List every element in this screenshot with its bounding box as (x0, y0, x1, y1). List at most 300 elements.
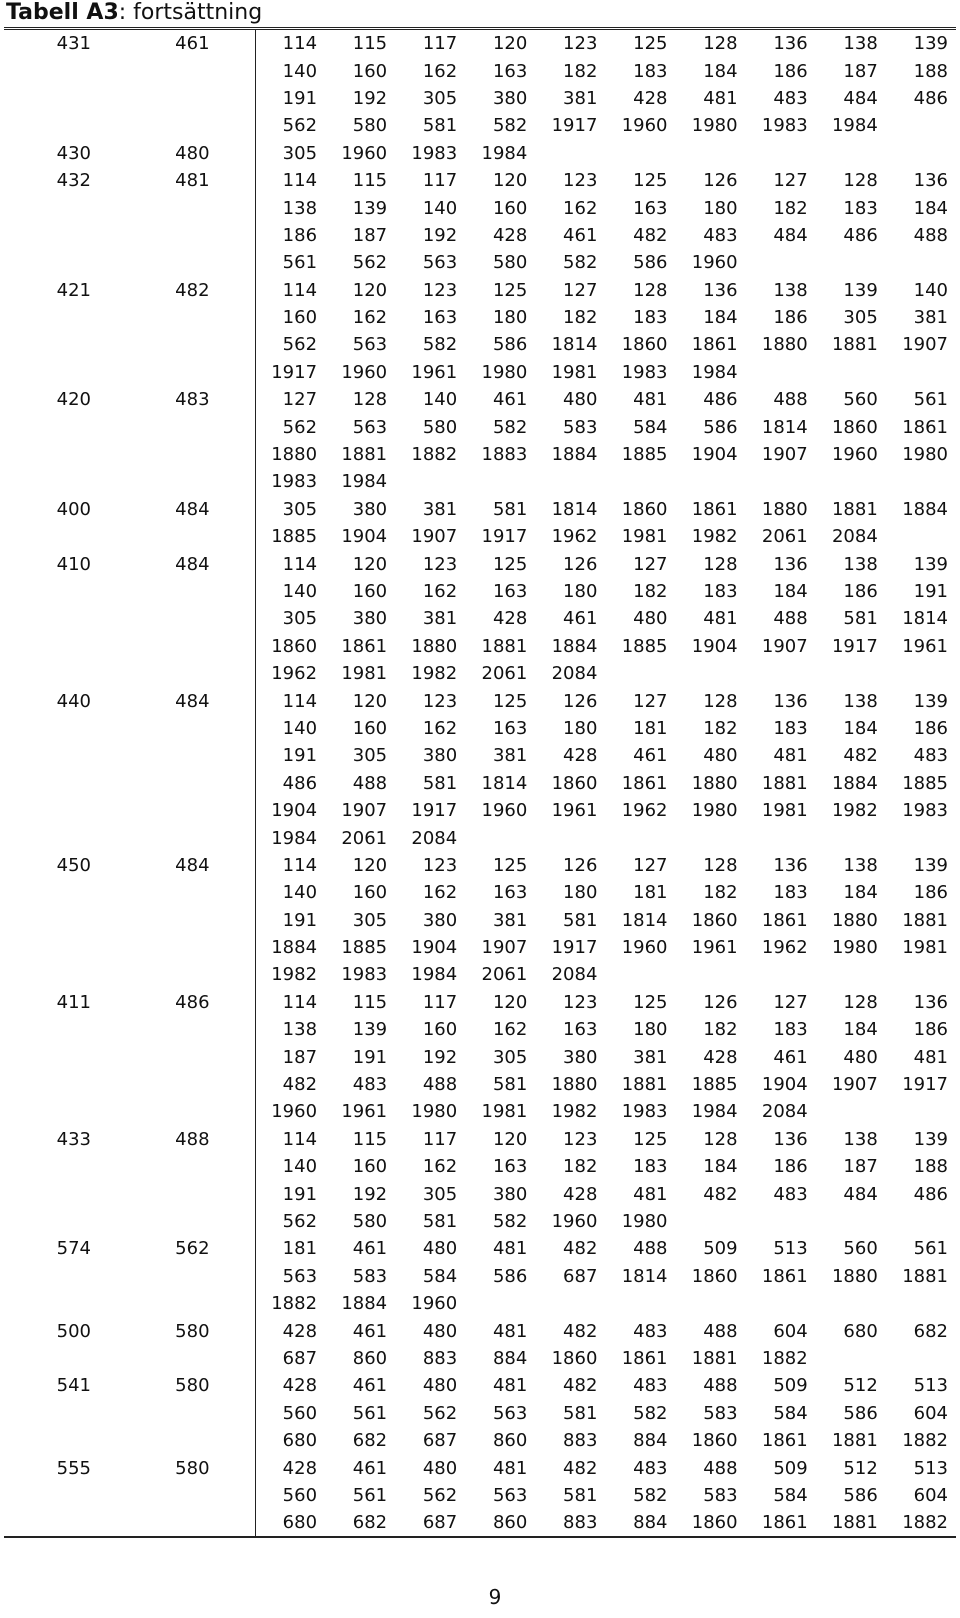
value-cell: 586 (492, 334, 528, 356)
key-cell-a (4, 112, 112, 139)
value-cell: 483 (352, 1074, 388, 1096)
value-cell: 1907 (481, 937, 528, 959)
value-cell: 509 (773, 1375, 808, 1397)
table-row (4, 1400, 956, 1427)
key-cell-b (112, 441, 255, 468)
table-row (4, 1482, 956, 1509)
value-cell: 561 (352, 1402, 388, 1424)
value-cell: 1917 (551, 115, 598, 137)
value-cell (816, 468, 886, 495)
value-cell: 482 (703, 1183, 738, 1205)
key-cell-a: 500 (56, 1320, 92, 1342)
value-cell: 1981 (621, 526, 668, 548)
value-cell: 1882 (761, 1347, 808, 1369)
value-cell: 160 (422, 1019, 458, 1041)
key-cell-a (4, 57, 112, 84)
value-cell: 120 (352, 854, 388, 876)
value-cell: 186 (913, 717, 948, 739)
value-cell: 461 (492, 389, 528, 411)
value-cell (676, 468, 746, 495)
key-cell-a: 432 (56, 170, 92, 192)
value-cell: 139 (843, 279, 878, 301)
value-cell: 182 (563, 60, 598, 82)
key-cell-b (112, 1509, 255, 1536)
value-cell: 1883 (481, 444, 528, 466)
value-cell: 488 (422, 1074, 458, 1096)
key-cell-b (112, 633, 255, 660)
value-cell: 428 (282, 1320, 318, 1342)
key-cell-a (4, 934, 112, 961)
value-cell (816, 1098, 886, 1125)
value-cell: 512 (843, 1375, 878, 1397)
value-cell (746, 359, 816, 386)
value-cell: 1881 (761, 772, 808, 794)
value-cell: 380 (492, 87, 528, 109)
table-row (4, 1317, 956, 1344)
value-cell: 1983 (761, 115, 808, 137)
table-row (4, 496, 956, 523)
value-cell: 380 (563, 1046, 598, 1068)
value-cell: 123 (563, 1128, 598, 1150)
value-cell: 160 (352, 717, 388, 739)
value-cell: 883 (563, 1430, 598, 1452)
key-cell-a (4, 1482, 112, 1509)
value-cell: 604 (913, 1484, 948, 1506)
value-cell: 125 (633, 1128, 668, 1150)
key-cell-b (112, 468, 255, 495)
value-cell: 586 (703, 416, 738, 438)
value-cell: 162 (422, 882, 458, 904)
value-cell: 461 (352, 1238, 388, 1260)
value-cell: 560 (843, 1238, 878, 1260)
value-cell: 2061 (341, 827, 388, 849)
value-cell: 488 (352, 772, 388, 794)
value-cell: 126 (563, 854, 598, 876)
value-cell: 182 (703, 1019, 738, 1041)
key-cell-b (112, 1208, 255, 1235)
value-cell (886, 1345, 956, 1372)
key-cell-b: 480 (112, 140, 255, 167)
value-cell: 480 (843, 1046, 878, 1068)
value-cell: 484 (773, 224, 808, 246)
value-cell: 305 (282, 498, 318, 520)
value-cell: 461 (773, 1046, 808, 1068)
value-cell: 180 (703, 197, 738, 219)
value-cell: 482 (563, 1238, 598, 1260)
value-cell: 127 (633, 553, 668, 575)
key-cell-b (112, 1043, 255, 1070)
value-cell: 183 (633, 60, 668, 82)
value-cell: 1881 (621, 1074, 668, 1096)
value-cell: 181 (633, 882, 668, 904)
value-cell: 1960 (341, 142, 388, 164)
value-cell: 380 (422, 909, 458, 931)
value-cell: 138 (843, 690, 878, 712)
value-cell: 305 (352, 745, 388, 767)
value-cell: 1860 (271, 635, 318, 657)
value-cell: 2061 (761, 526, 808, 548)
value-cell: 486 (843, 224, 878, 246)
key-cell-b (112, 249, 255, 276)
value-cell: 191 (282, 745, 318, 767)
value-cell (746, 1290, 816, 1317)
value-cell: 1960 (341, 361, 388, 383)
value-cell: 139 (913, 33, 948, 55)
key-cell-a (4, 304, 112, 331)
value-cell: 1861 (761, 1512, 808, 1534)
value-cell: 883 (563, 1512, 598, 1534)
value-cell: 138 (773, 279, 808, 301)
value-cell: 184 (703, 1156, 738, 1178)
value-cell: 481 (492, 1457, 528, 1479)
value-cell: 486 (282, 772, 318, 794)
key-cell-b: 482 (112, 277, 255, 304)
value-cell: 117 (422, 170, 458, 192)
value-cell: 513 (913, 1457, 948, 1479)
value-cell: 123 (563, 991, 598, 1013)
value-cell: 481 (633, 389, 668, 411)
value-cell: 484 (843, 1183, 878, 1205)
value-cell (886, 112, 956, 139)
value-cell: 561 (913, 389, 948, 411)
value-cell: 191 (282, 1183, 318, 1205)
value-cell: 1860 (691, 1512, 738, 1534)
value-cell: 1982 (551, 1101, 598, 1123)
value-cell: 1982 (691, 526, 738, 548)
value-cell: 305 (282, 142, 318, 164)
value-cell: 582 (563, 252, 598, 274)
key-cell-b: 461 (112, 30, 255, 57)
value-cell: 2084 (831, 526, 878, 548)
value-cell: 2084 (411, 827, 458, 849)
key-cell-a (4, 578, 112, 605)
value-cell: 1861 (761, 1265, 808, 1287)
key-cell-b (112, 1427, 255, 1454)
table-body (4, 30, 956, 1536)
key-cell-a (4, 1098, 112, 1125)
value-cell: 481 (492, 1375, 528, 1397)
value-cell: 486 (703, 389, 738, 411)
value-cell: 114 (282, 690, 318, 712)
value-cell: 192 (352, 1183, 388, 1205)
value-cell: 1904 (691, 635, 738, 657)
caption-label: Tabell A3 (6, 0, 119, 25)
value-cell: 483 (773, 87, 808, 109)
value-cell: 1983 (621, 1101, 668, 1123)
value-cell: 480 (633, 608, 668, 630)
key-cell-b (112, 523, 255, 550)
table-row (4, 633, 956, 660)
value-cell: 160 (352, 60, 388, 82)
value-cell: 1984 (691, 361, 738, 383)
value-cell: 482 (843, 745, 878, 767)
value-cell: 139 (352, 197, 388, 219)
value-cell: 560 (282, 1484, 318, 1506)
value-cell (816, 660, 886, 687)
value-cell: 1983 (902, 800, 948, 822)
value-cell: 136 (773, 690, 808, 712)
value-cell: 1982 (831, 800, 878, 822)
value-cell: 1960 (621, 115, 668, 137)
value-cell: 687 (282, 1347, 318, 1369)
value-cell (676, 961, 746, 988)
value-cell: 1984 (271, 827, 318, 849)
value-cell: 428 (492, 608, 528, 630)
key-cell-a: 440 (56, 690, 92, 712)
value-cell: 428 (633, 87, 668, 109)
value-cell: 1860 (691, 1430, 738, 1452)
value-cell: 1860 (831, 416, 878, 438)
value-cell: 1885 (621, 444, 668, 466)
value-cell: 1980 (902, 444, 948, 466)
value-cell (465, 1290, 535, 1317)
key-cell-a (4, 1208, 112, 1235)
value-cell: 483 (703, 224, 738, 246)
value-cell: 126 (703, 170, 738, 192)
value-cell: 484 (843, 87, 878, 109)
key-cell-b (112, 1153, 255, 1180)
key-cell-b (112, 112, 255, 139)
table-row (4, 1180, 956, 1207)
value-cell: 1980 (831, 937, 878, 959)
value-cell: 562 (282, 1210, 318, 1232)
value-cell: 1860 (621, 498, 668, 520)
table-row (4, 770, 956, 797)
value-cell: 1961 (902, 635, 948, 657)
value-cell (676, 660, 746, 687)
value-cell: 126 (563, 553, 598, 575)
value-cell (886, 468, 956, 495)
key-cell-b: 484 (112, 687, 255, 714)
value-cell (676, 1290, 746, 1317)
value-cell: 184 (773, 581, 808, 602)
table-row (4, 1372, 956, 1399)
value-cell: 183 (843, 197, 878, 219)
value-cell: 188 (913, 60, 948, 82)
key-cell-b: 486 (112, 989, 255, 1016)
value-cell (886, 1290, 956, 1317)
value-cell: 114 (282, 553, 318, 575)
value-cell: 1860 (621, 334, 668, 356)
value-cell: 561 (352, 1484, 388, 1506)
value-cell: 509 (703, 1238, 738, 1260)
value-cell (886, 523, 956, 550)
value-cell (746, 824, 816, 851)
key-cell-a (4, 633, 112, 660)
value-cell: 1904 (341, 526, 388, 548)
value-cell: 884 (633, 1512, 668, 1534)
value-cell: 680 (282, 1430, 318, 1452)
value-cell: 183 (703, 581, 738, 602)
value-cell: 563 (492, 1402, 528, 1424)
value-cell: 481 (492, 1320, 528, 1342)
value-cell: 584 (633, 416, 668, 438)
value-cell: 1884 (551, 444, 598, 466)
value-cell: 1961 (551, 800, 598, 822)
value-cell: 428 (703, 1046, 738, 1068)
value-cell: 163 (422, 307, 458, 329)
value-cell (816, 1208, 886, 1235)
value-cell: 580 (352, 1210, 388, 1232)
value-cell: 138 (843, 553, 878, 575)
value-cell: 1861 (341, 635, 388, 657)
value-cell: 480 (563, 389, 598, 411)
table-row (4, 1454, 956, 1481)
value-cell: 1880 (691, 772, 738, 794)
key-cell-a: 541 (56, 1375, 92, 1397)
value-cell: 1907 (411, 526, 458, 548)
key-cell-a (4, 85, 112, 112)
table-row (4, 879, 956, 906)
value-cell: 163 (492, 581, 528, 602)
value-cell: 682 (352, 1430, 388, 1452)
value-cell: 1904 (271, 800, 318, 822)
value-cell: 488 (913, 224, 948, 246)
value-cell: 513 (913, 1375, 948, 1397)
value-cell: 1980 (691, 800, 738, 822)
value-cell: 480 (703, 745, 738, 767)
key-cell-b (112, 742, 255, 769)
value-cell: 115 (352, 1128, 388, 1150)
value-cell: 1917 (411, 800, 458, 822)
value-cell: 561 (913, 1238, 948, 1260)
key-cell-b (112, 413, 255, 440)
value-cell (465, 824, 535, 851)
value-cell: 1960 (831, 444, 878, 466)
key-cell-a (4, 331, 112, 358)
value-cell: 138 (843, 33, 878, 55)
value-cell: 1917 (551, 937, 598, 959)
value-cell: 125 (633, 991, 668, 1013)
value-cell: 127 (773, 170, 808, 192)
value-cell: 580 (352, 115, 388, 137)
value-cell: 305 (422, 87, 458, 109)
value-cell: 682 (352, 1512, 388, 1534)
key-cell-b (112, 961, 255, 988)
value-cell (816, 359, 886, 386)
value-cell: 162 (492, 1019, 528, 1041)
key-cell-b (112, 578, 255, 605)
value-cell: 126 (563, 690, 598, 712)
value-cell: 582 (633, 1402, 668, 1424)
value-cell: 1861 (621, 1347, 668, 1369)
table-row (4, 1290, 956, 1317)
value-cell: 562 (282, 416, 318, 438)
value-cell: 604 (913, 1402, 948, 1424)
value-cell: 187 (352, 224, 388, 246)
value-cell: 117 (422, 1128, 458, 1150)
value-cell: 123 (422, 553, 458, 575)
value-cell: 1861 (902, 416, 948, 438)
key-cell-b (112, 222, 255, 249)
key-cell-a: 420 (56, 389, 92, 411)
value-cell: 486 (913, 87, 948, 109)
value-cell: 162 (422, 1156, 458, 1178)
value-cell: 128 (352, 389, 388, 411)
value-cell (746, 961, 816, 988)
value-cell: 481 (773, 745, 808, 767)
table-row (4, 140, 956, 167)
key-cell-a (4, 1153, 112, 1180)
table-row (4, 1427, 956, 1454)
value-cell: 181 (282, 1238, 318, 1260)
value-cell: 586 (843, 1402, 878, 1424)
value-cell (535, 140, 605, 167)
key-cell-a: 410 (56, 553, 92, 575)
table-row (4, 30, 956, 57)
value-cell: 1881 (831, 334, 878, 356)
value-cell: 1907 (761, 635, 808, 657)
value-cell: 140 (422, 197, 458, 219)
value-cell: 186 (843, 581, 878, 602)
value-cell: 586 (492, 1265, 528, 1287)
key-cell-a (4, 523, 112, 550)
value-cell: 860 (492, 1430, 528, 1452)
value-cell: 138 (282, 197, 318, 219)
value-cell: 123 (422, 854, 458, 876)
key-cell-b (112, 1290, 255, 1317)
value-cell: 140 (282, 60, 318, 82)
value-cell: 191 (352, 1046, 388, 1068)
value-cell: 139 (913, 1128, 948, 1150)
value-cell: 884 (633, 1430, 668, 1452)
table-row (4, 249, 956, 276)
table-row (4, 222, 956, 249)
value-cell (465, 468, 535, 495)
value-cell: 1814 (761, 416, 808, 438)
value-cell: 562 (422, 1484, 458, 1506)
value-cell: 1884 (831, 772, 878, 794)
key-cell-a (4, 1263, 112, 1290)
value-cell: 488 (773, 608, 808, 630)
value-cell: 128 (703, 1128, 738, 1150)
value-cell: 482 (563, 1457, 598, 1479)
key-cell-a: 450 (56, 854, 92, 876)
value-cell: 563 (492, 1484, 528, 1506)
value-cell: 125 (492, 553, 528, 575)
value-cell: 192 (352, 87, 388, 109)
key-cell-a (4, 797, 112, 824)
table-row (4, 934, 956, 961)
value-cell: 186 (773, 1156, 808, 1178)
value-cell: 581 (422, 772, 458, 794)
value-cell: 1983 (341, 964, 388, 986)
value-cell: 1907 (831, 1074, 878, 1096)
value-cell: 488 (633, 1238, 668, 1260)
table-row (4, 441, 956, 468)
value-cell: 128 (703, 553, 738, 575)
value-cell: 183 (633, 1156, 668, 1178)
key-cell-a (4, 194, 112, 221)
value-cell: 163 (492, 1156, 528, 1178)
value-cell: 1904 (411, 937, 458, 959)
table-row (4, 1208, 956, 1235)
value-cell: 1881 (691, 1347, 738, 1369)
value-cell: 1917 (481, 526, 528, 548)
value-cell: 183 (773, 882, 808, 904)
key-cell-b: 488 (112, 1126, 255, 1153)
value-cell (746, 660, 816, 687)
value-cell: 187 (843, 60, 878, 82)
key-cell-b: 483 (112, 386, 255, 413)
key-cell-b: 580 (112, 1372, 255, 1399)
value-cell: 1885 (271, 526, 318, 548)
value-cell: 461 (563, 608, 598, 630)
value-cell: 1861 (761, 1430, 808, 1452)
value-cell: 481 (492, 1238, 528, 1260)
value-cell: 482 (563, 1320, 598, 1342)
value-cell: 687 (422, 1512, 458, 1534)
